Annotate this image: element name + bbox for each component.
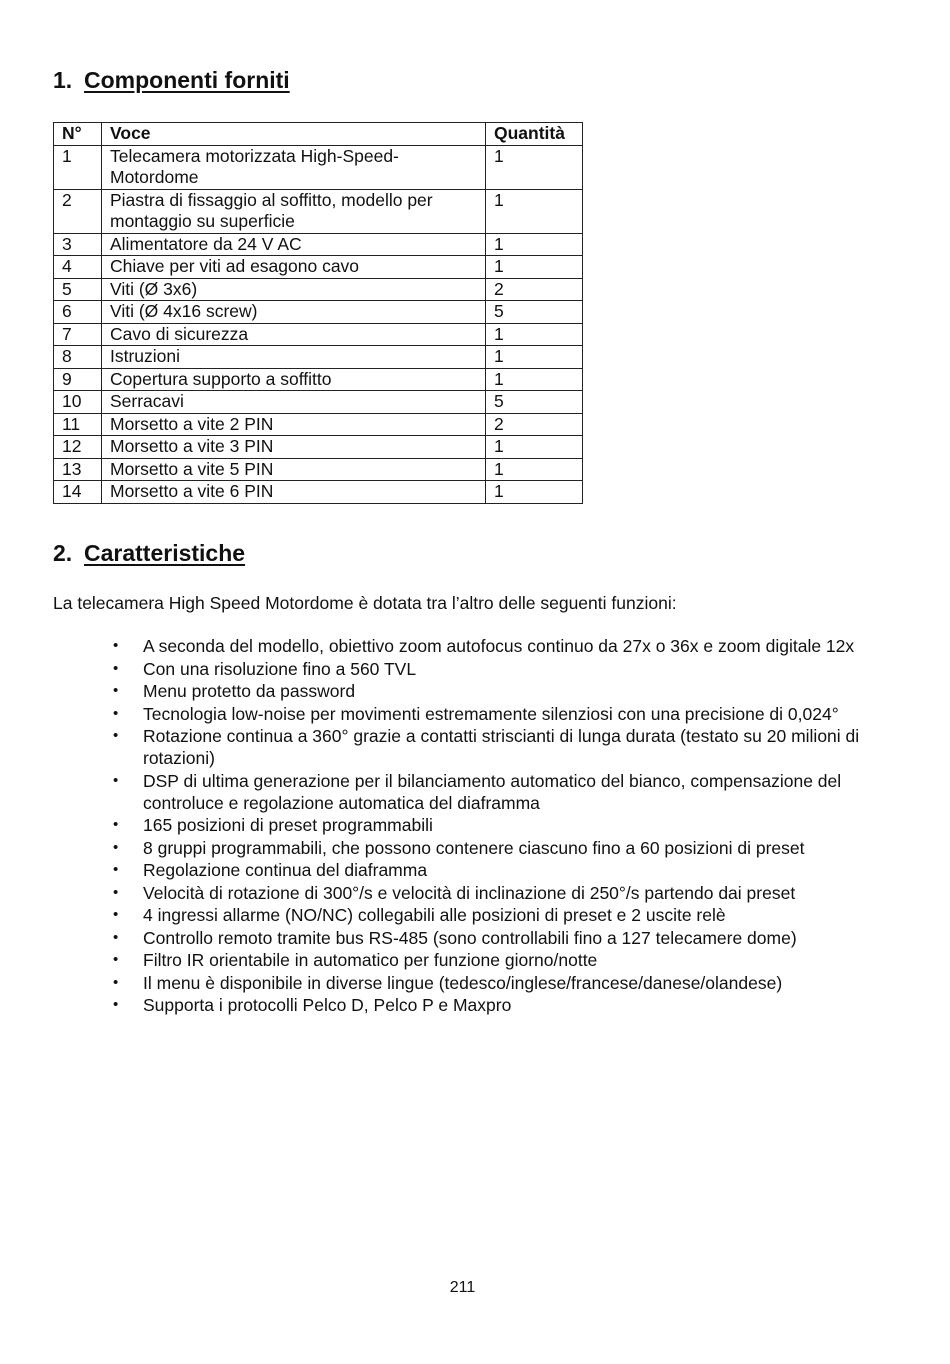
cell-quantity: 1 <box>486 346 583 369</box>
bullet-icon: • <box>113 973 119 991</box>
list-item <box>53 703 873 725</box>
column-header-number: N° <box>54 123 102 146</box>
bullet-icon: • <box>113 682 119 699</box>
list-item-text: Controllo remoto tramite bus RS-485 (sono controllabili fino a 127 telecamere dome) <box>143 927 797 948</box>
list-item <box>53 882 873 904</box>
cell-number: 6 <box>54 301 102 324</box>
cell-item: Viti (Ø 3x6) <box>102 278 486 301</box>
list-item-text: 165 posizioni di preset programmabili <box>143 815 433 835</box>
list-item <box>53 814 873 836</box>
list-item <box>53 949 873 971</box>
table-row <box>54 368 583 391</box>
components-table <box>53 122 583 504</box>
bullet-icon: • <box>113 928 119 946</box>
list-item-text: Il menu è disponibile in diverse lingue (tedesco/inglese/francese/danese/olandese) <box>143 972 783 993</box>
list-item <box>53 635 873 657</box>
list-item-text: A seconda del modello, obiettivo zoom autofocus continuo da 27x o 36x e zoom digitale 12x <box>143 636 855 656</box>
cell-item: Cavo di sicurezza <box>102 323 486 346</box>
cell-quantity: 1 <box>486 233 583 256</box>
cell-quantity: 1 <box>486 481 583 504</box>
table-row <box>54 256 583 279</box>
cell-quantity: 2 <box>486 413 583 436</box>
cell-number: 1 <box>54 145 102 189</box>
cell-quantity: 2 <box>486 278 583 301</box>
cell-item: Copertura supporto a soffitto <box>102 368 486 391</box>
list-item <box>53 837 873 859</box>
cell-number: 10 <box>54 391 102 414</box>
table-row <box>54 278 583 301</box>
bullet-icon: • <box>113 637 119 654</box>
cell-quantity: 1 <box>486 323 583 346</box>
bullet-icon: • <box>113 816 119 833</box>
table-row <box>54 233 583 256</box>
table-row <box>54 436 583 459</box>
cell-item: Morsetto a vite 2 PIN <box>102 413 486 436</box>
cell-item: Telecamera motorizzata High-Speed-Motordome <box>102 145 486 189</box>
cell-quantity: 5 <box>486 391 583 414</box>
cell-item: Piastra di fissaggio al soffitto, modello per montaggio su superficie <box>102 189 486 233</box>
bullet-icon: • <box>113 951 119 968</box>
cell-number: 4 <box>54 256 102 279</box>
table-row <box>54 346 583 369</box>
cell-item: Serracavi <box>102 391 486 414</box>
bullet-icon: • <box>113 883 119 901</box>
cell-quantity: 1 <box>486 145 583 189</box>
section-heading-caratteristiche <box>53 539 245 567</box>
list-item-text: Rotazione continua a 360° grazie a contatti striscianti di lunga durata (testato su 20 milioni di rotazioni) <box>143 726 860 768</box>
cell-item: Chiave per viti ad esagono cavo <box>102 256 486 279</box>
table-body <box>54 145 583 503</box>
bullet-icon: • <box>113 996 119 1013</box>
page-number: 211 <box>449 1279 476 1296</box>
cell-number: 7 <box>54 323 102 346</box>
cell-number: 3 <box>54 233 102 256</box>
list-item-text: DSP di ultima generazione per il bilanciamento automatico del bianco, compensazione del controluce e regolazione automatica del diaframma <box>143 770 842 813</box>
cell-quantity: 1 <box>486 458 583 481</box>
cell-number: 5 <box>54 278 102 301</box>
bullet-icon: • <box>113 659 119 677</box>
cell-item: Morsetto a vite 6 PIN <box>102 481 486 504</box>
cell-number: 11 <box>54 413 102 436</box>
cell-quantity: 5 <box>486 301 583 324</box>
cell-number: 14 <box>54 481 102 504</box>
list-item <box>53 859 873 881</box>
list-item <box>53 725 873 769</box>
list-item-text: Regolazione continua del diaframma <box>143 860 428 880</box>
list-item-text: Supporta i protocolli Pelco D, Pelco P e Maxpro <box>143 995 512 1015</box>
cell-quantity: 1 <box>486 189 583 233</box>
cell-item: Istruzioni <box>102 346 486 369</box>
cell-quantity: 1 <box>486 436 583 459</box>
table-row <box>54 301 583 324</box>
bullet-icon: • <box>113 906 119 923</box>
cell-number: 13 <box>54 458 102 481</box>
cell-item: Morsetto a vite 3 PIN <box>102 436 486 459</box>
bullet-icon: • <box>113 861 119 878</box>
section-title: Caratteristiche <box>84 540 246 566</box>
table-row <box>54 481 583 504</box>
cell-item: Viti (Ø 4x16 screw) <box>102 301 486 324</box>
features-intro: La telecamera High Speed Motordome è dotata tra l’altro delle seguenti funzioni: <box>53 593 677 613</box>
list-item <box>53 658 873 680</box>
list-item-text: Menu protetto da password <box>143 681 356 701</box>
cell-number: 12 <box>54 436 102 459</box>
list-item <box>53 994 873 1016</box>
cell-item: Morsetto a vite 5 PIN <box>102 458 486 481</box>
list-item-text: Tecnologia low-noise per movimenti estremamente silenziosi con una precisione di 0,024° <box>143 703 839 724</box>
list-item-text: Velocità di rotazione di 300°/s e velocità di inclinazione di 250°/s partendo dai preset <box>143 882 796 903</box>
cell-number: 9 <box>54 368 102 391</box>
features-list <box>53 635 873 1017</box>
bullet-icon: • <box>113 771 119 789</box>
table-row <box>54 323 583 346</box>
list-item-text: 4 ingressi allarme (NO/NC) collegabili alle posizioni di preset e 2 uscite relè <box>143 905 726 925</box>
column-header-item: Voce <box>102 123 486 146</box>
list-item-text: Con una risoluzione fino a 560 TVL <box>143 658 417 679</box>
bullet-icon: • <box>113 727 119 744</box>
table-row <box>54 145 583 189</box>
list-item-text: 8 gruppi programmabili, che possono contenere ciascuno fino a 60 posizioni di preset <box>143 837 805 858</box>
table-row <box>54 413 583 436</box>
bullet-icon: • <box>113 704 119 722</box>
list-item <box>53 904 873 926</box>
table-row <box>54 458 583 481</box>
cell-quantity: 1 <box>486 368 583 391</box>
section-heading-componenti <box>53 66 290 94</box>
section-number: 2. <box>53 540 73 566</box>
cell-number: 8 <box>54 346 102 369</box>
table-row <box>54 189 583 233</box>
list-item <box>53 770 873 814</box>
bullet-icon: • <box>113 838 119 856</box>
list-item <box>53 927 873 949</box>
cell-item: Alimentatore da 24 V AC <box>102 233 486 256</box>
cell-number: 2 <box>54 189 102 233</box>
column-header-quantity: Quantità <box>486 123 583 146</box>
list-item <box>53 680 873 702</box>
table-header-row <box>54 123 583 146</box>
list-item-text: Filtro IR orientabile in automatico per funzione giorno/notte <box>143 950 598 970</box>
section-title: Componenti forniti <box>84 67 290 93</box>
table-row <box>54 391 583 414</box>
cell-quantity: 1 <box>486 256 583 279</box>
list-item <box>53 972 873 994</box>
section-number: 1. <box>53 67 73 93</box>
